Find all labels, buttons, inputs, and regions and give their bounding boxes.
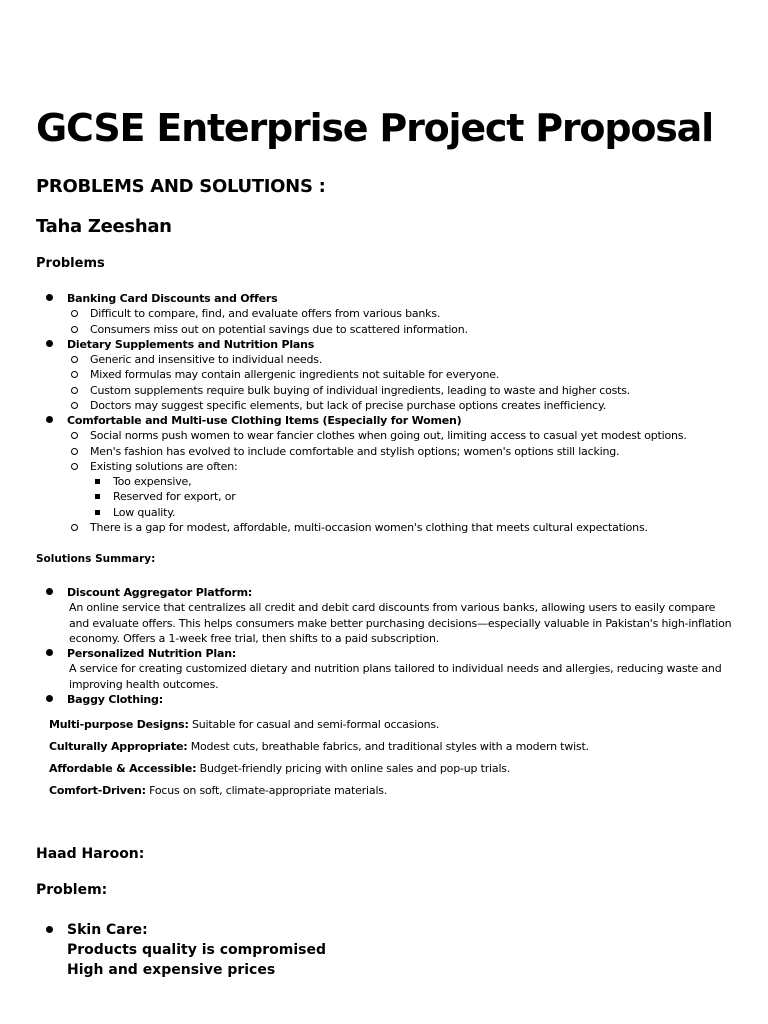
feature-text: Budget-friendly pricing with online sales and pop-up trials.: [199, 762, 511, 775]
problem-text: Custom supplements require bulk buying of individual ingredients, leading to waste and higher costs.: [90, 383, 631, 397]
problem-subitem: [113, 505, 175, 520]
problem-item: [67, 291, 277, 306]
bullet-icon: [46, 294, 53, 301]
solution-text: A service for creating customized dietary and nutrition plans tailored to individual needs and allergies, reducing waste and improving health outcomes.: [69, 662, 722, 691]
problem-text: Dietary Supplements and Nutrition Plans: [67, 337, 315, 351]
feature-line: [49, 718, 439, 731]
problem-text: Banking Card Discounts and Offers: [67, 292, 278, 305]
problem-text: Mixed formulas may contain allergenic ingredients not suitable for everyone.: [90, 368, 500, 382]
bullet-icon: [71, 387, 78, 394]
bullet-icon: [71, 402, 78, 409]
problem-text: Consumers miss out on potential savings due to scattered information.: [90, 322, 468, 336]
problem-text: Doctors may suggest specific elements, but lack of precise purchase options creates inefficiency.: [90, 398, 606, 412]
bullet-icon: [71, 448, 78, 455]
problem-subitem: [90, 383, 630, 398]
problem-item: [67, 413, 461, 428]
author-name: Taha Zeeshan: [36, 216, 172, 237]
problem-subitem: [90, 352, 322, 367]
solution-text: An online service that centralizes all credit and debit card discounts from various banks, allowing users to easily compare and evaluate offers. This helps consumers make better purchasing decisions—especially valuable in Pakistan's high-inflation economy. Offers a 1-week free trial, then shifts to a paid subscription.: [69, 601, 732, 645]
solution-label: Personalized Nutrition Plan:: [67, 647, 237, 660]
feature-text: Modest cuts, breathable fabrics, and traditional styles with a modern twist.: [190, 740, 589, 753]
skin-care-label: Skin Care:: [67, 922, 148, 938]
bullet-icon: [95, 510, 100, 515]
problems-heading: Problems: [36, 256, 105, 271]
problem-text: Difficult to compare, find, and evaluate offers from various banks.: [90, 307, 441, 321]
problem-text: Reserved for export, or: [113, 490, 236, 504]
feature-label: Comfort-Driven:: [49, 784, 146, 797]
bullet-icon: [46, 649, 53, 656]
problem-subitem: [90, 520, 648, 535]
feature-label: Culturally Appropriate:: [49, 740, 188, 753]
bullet-icon: [71, 371, 78, 378]
problem-subitem: [90, 428, 687, 443]
problem-subitem: [90, 444, 619, 459]
problem-subitem: [90, 459, 238, 474]
skin-care-line: High and expensive prices: [67, 962, 276, 978]
author-name-2: Haad Haroon:: [36, 846, 145, 862]
bullet-icon: [46, 416, 53, 423]
problem-text: Social norms push women to wear fancier clothes when going out, limiting access to casual yet modest options.: [90, 429, 687, 443]
problem-subitem: [90, 367, 499, 382]
document-title: GCSE Enterprise Project Proposal: [36, 106, 713, 150]
problem-text: Comfortable and Multi-use Clothing Items (Especially for Women): [67, 414, 462, 427]
bullet-icon: [71, 463, 78, 470]
problem-subitem: [90, 398, 606, 413]
problem-subitem: [113, 474, 191, 489]
problem-text: Too expensive,: [113, 475, 192, 488]
problem-heading-2: Problem:: [36, 882, 108, 898]
problem-text: Men's fashion has evolved to include comfortable and stylish options; women's options still lacking.: [90, 444, 620, 458]
feature-label: Affordable & Accessible:: [49, 762, 197, 775]
feature-text: Focus on soft, climate-appropriate materials.: [149, 784, 388, 797]
feature-text: Suitable for casual and semi-formal occasions.: [192, 718, 440, 731]
bullet-icon: [71, 326, 78, 333]
bullet-icon: [46, 695, 53, 702]
skin-care-line: Products quality is compromised: [67, 942, 326, 958]
feature-line: [49, 740, 589, 753]
problem-subitem: [90, 322, 468, 337]
problem-text: Low quality.: [113, 505, 176, 519]
bullet-icon: [71, 310, 78, 317]
feature-label: Multi-purpose Designs:: [49, 718, 189, 731]
problem-item: [67, 337, 314, 352]
bullet-icon: [71, 432, 78, 439]
problem-text: Existing solutions are often:: [90, 459, 238, 473]
problem-subitem: [113, 489, 236, 504]
solution-item: [67, 585, 735, 646]
solutions-heading: Solutions Summary:: [36, 553, 156, 565]
bullet-icon: [46, 340, 53, 347]
feature-line: [49, 784, 387, 797]
skin-care-item: [67, 920, 326, 980]
solution-label: Discount Aggregator Platform:: [67, 586, 253, 599]
bullet-icon: [95, 479, 100, 484]
solution-item: [67, 692, 735, 707]
bullet-icon: [95, 494, 100, 499]
feature-line: [49, 762, 510, 775]
solution-label: Baggy Clothing:: [67, 693, 163, 706]
bullet-icon: [71, 524, 78, 531]
section-title: PROBLEMS AND SOLUTIONS :: [36, 176, 326, 197]
solution-item: [67, 646, 735, 692]
bullet-icon: [46, 926, 53, 933]
bullet-icon: [46, 588, 53, 595]
problem-text: There is a gap for modest, affordable, multi-occasion women's clothing that meets cultural expectations.: [90, 520, 648, 534]
bullet-icon: [71, 356, 78, 363]
problem-subitem: [90, 306, 440, 321]
problem-text: Generic and insensitive to individual needs.: [90, 353, 323, 366]
